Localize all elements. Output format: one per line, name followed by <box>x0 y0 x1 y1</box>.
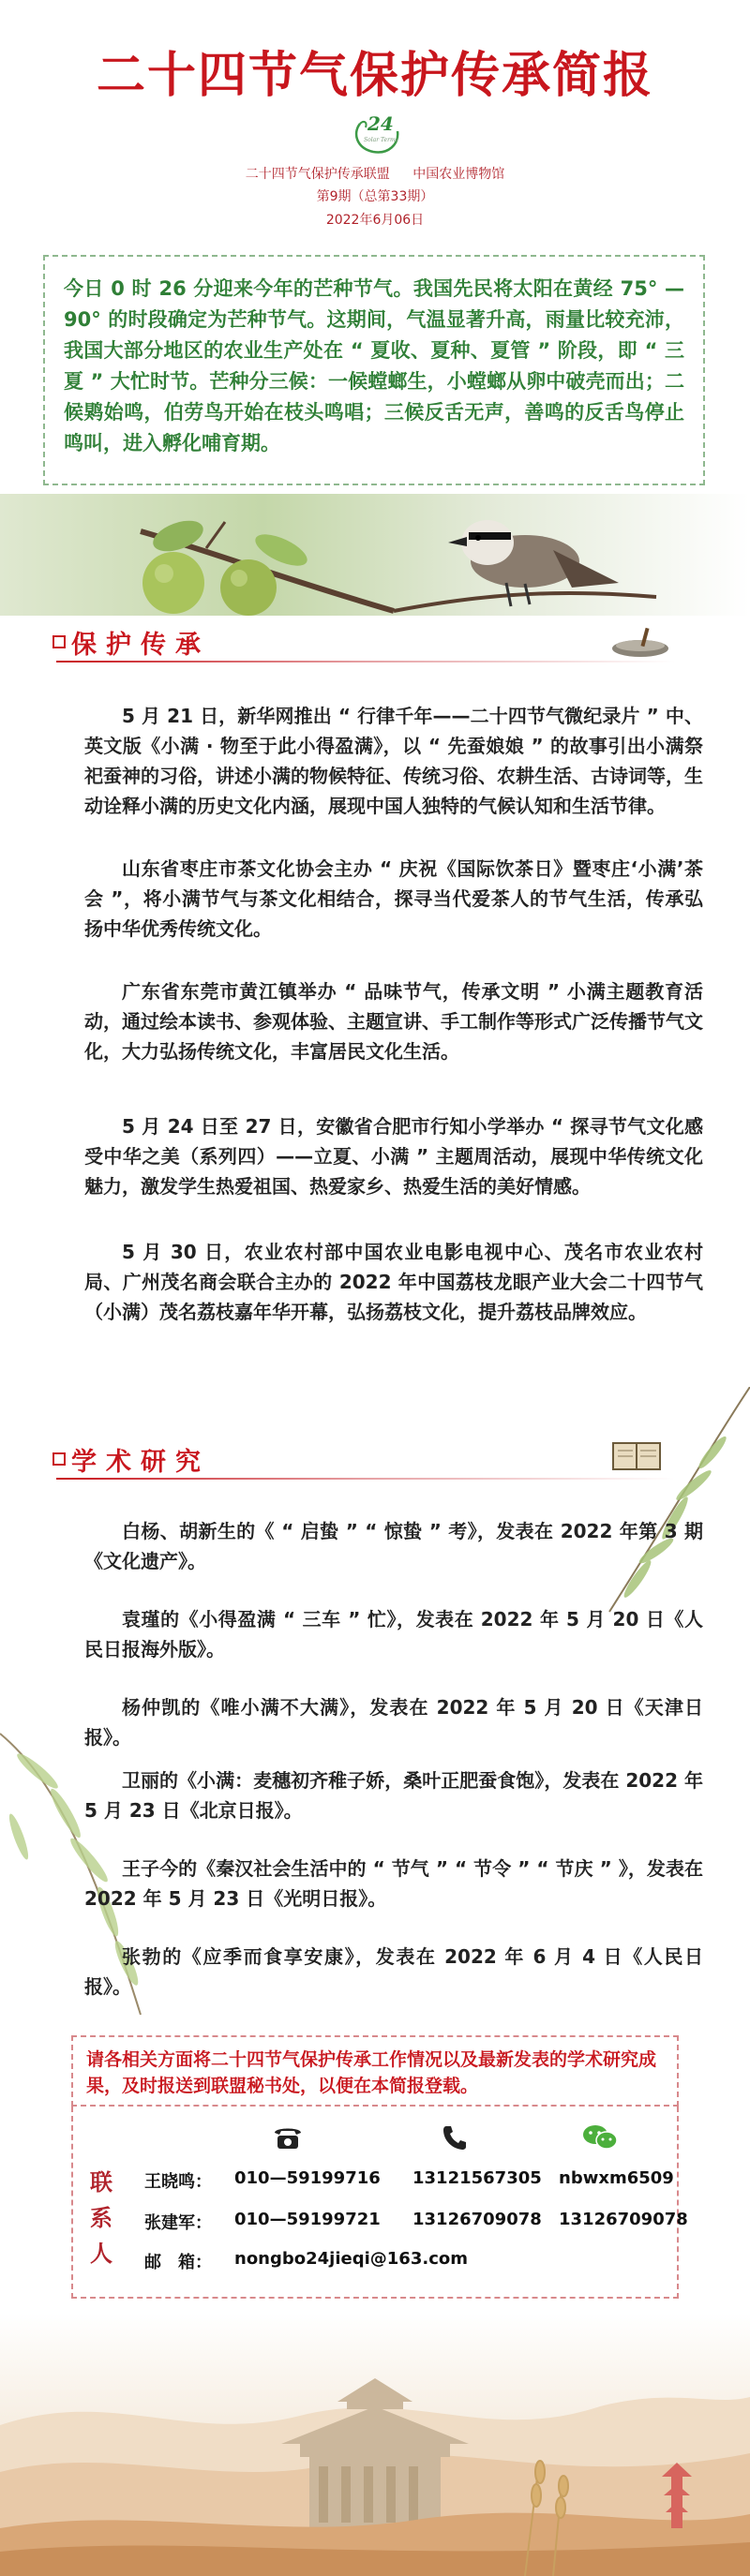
banner-image <box>0 494 750 616</box>
protection-item: 广东省东莞市黄江镇举办 “ 品味节气，传承文明 ” 小满主题教育活动，通过绘本读书、参观体验、主题宣讲、手工制作等形式广泛传播节气文化，大力弘扬传统文化，丰富居民文化生活。 <box>84 980 703 1063</box>
contact-title: 联系人 <box>90 2169 112 2267</box>
page-title: 二十四节气保护传承简报 <box>96 48 653 104</box>
wechat-icon <box>581 2123 619 2155</box>
inkstone-icon <box>608 626 673 663</box>
contact-wechat: 13126709078 <box>559 2210 688 2229</box>
research-item: 王子今的《秦汉社会生活中的 “ 节气 ” “ 节令 ” “ 节庆 ” 》，发表在 2022 年 5 月 23 日《光明日报》。 <box>84 1857 703 1910</box>
research-item: 卫丽的《小满：麦穗初齐稚子娇，桑叶正肥蚕食饱》，发表在 2022 年 5 月 23 日《北京日报》。 <box>84 1769 703 1822</box>
research-item: 袁瑾的《小得盈满 “ 三车 ” 忙》，发表在 2022 年 5 月 20 日《人民日报海外版》。 <box>84 1608 703 1660</box>
section-heading-research: 学术研究 <box>71 1448 210 1477</box>
mobile-icon <box>441 2123 469 2155</box>
email-label: 邮 箱： <box>144 2253 212 2272</box>
section-marker-icon <box>52 1452 66 1465</box>
phone-icon <box>272 2123 304 2155</box>
organizer-alliance: 二十四节气保护传承联盟 <box>245 167 390 182</box>
contact-phone: 010—59199716 <box>234 2168 381 2188</box>
contact-phone: 010—59199721 <box>234 2210 381 2229</box>
issue-date: 2022年6月06日 <box>325 213 425 228</box>
logo-subtext: Solar Terms <box>364 137 398 143</box>
section-heading-protection: 保护传承 <box>71 631 210 660</box>
protection-item: 山东省枣庄市茶文化协会主办 “ 庆祝《国际饮茶日》暨枣庄‘小满’茶会 ”，将小满节气与茶文化相结合，探寻当代爱茶人的节气生活，传承弘扬中华优秀传统文化。 <box>84 857 703 940</box>
contact-mobile: 13121567305 <box>412 2168 542 2188</box>
contact-mobile: 13126709078 <box>412 2210 542 2229</box>
willow-branch-decoration <box>572 1387 750 1634</box>
intro-box: 今日 0 时 26 分迎来今年的芒种节气。我国先民将太阳在黄经 75° —90° 的时段确定为芒种节气。这期间，气温显著升高，雨量比较充沛，我国大部分地区的农业生产处在 “ 夏收、夏种、夏管 ” 阶段，即 “ 三夏 ” 大忙时节。芒种分三候：一候螳螂生，小螳螂从卵中破壳而出；二候䴗始鸣，伯劳鸟开始在枝头鸣唱；三候反舌无声，善鸣的反舌鸟停止鸣叫，进入孵化哺育期。 <box>43 255 705 485</box>
research-item: 张勃的《应季而食享安康》，发表在 2022 年 6 月 4 日《人民日报》。 <box>84 1945 703 1998</box>
contact-name: 王晓鸣： <box>144 2172 212 2192</box>
organizers <box>0 164 750 183</box>
organizer-museum: 中国农业博物馆 <box>412 167 505 182</box>
contact-wechat: nbwxm6509 <box>559 2168 674 2188</box>
section-divider <box>56 661 675 663</box>
section-marker-icon <box>52 634 66 648</box>
contact-box <box>71 2107 688 2299</box>
protection-item: 5 月 24 日至 27 日，安徽省合肥市行知小学举办 “ 探寻节气文化感受中华之美（系列四）——立夏、小满 ” 主题周活动，展现中华传统文化魅力，激发学生热爱祖国、热爱家乡、热爱生活的美好情感。 <box>84 1115 703 1198</box>
research-item: 白杨、胡新生的《 “ 启蛰 ” “ 惊蛰 ” 考》，发表在 2022 年第 3 期《文化遗产》。 <box>84 1520 703 1572</box>
protection-item: 5 月 30 日，农业农村部中国农业电影电视中心、茂名市农业农村局、广州茂名商会联合主办的 2022 年中国荔枝龙眼产业大会二十四节气（小满）茂名荔枝嘉年华开幕，弘扬荔枝文化，提升荔枝品牌效应。 <box>84 1241 703 1323</box>
contact-email: nongbo24jieqi@163.com <box>234 2249 468 2269</box>
research-item: 杨仲凯的《唯小满不大满》，发表在 2022 年 5 月 20 日《天津日报》。 <box>84 1696 703 1749</box>
issue-number: 第9期（总第33期） <box>316 189 434 204</box>
submission-notice: 请各相关方面将二十四节气保护传承工作情况以及最新发表的学术研究成果，及时报送到联盟秘书处，以便在本简报登载。 <box>71 2035 679 2107</box>
contact-name: 张建军： <box>144 2213 212 2233</box>
logo-number: 24 <box>368 112 394 135</box>
solar-terms-logo <box>347 111 407 156</box>
footer-illustration <box>0 2313 750 2576</box>
protection-item: 5 月 21 日，新华网推出 “ 行律千年——二十四节气微纪录片 ” 中、英文版《小满 · 物至于此小得盈满》，以 “ 先蚕娘娘 ” 的故事引出小满祭祀蚕神的习俗，讲述小满的物候特征、传统习俗、农耕生活、古诗词等，生动诠释小满的历史文化内涵，展现中国人独特的气候认知和生活节律。 <box>84 705 703 817</box>
